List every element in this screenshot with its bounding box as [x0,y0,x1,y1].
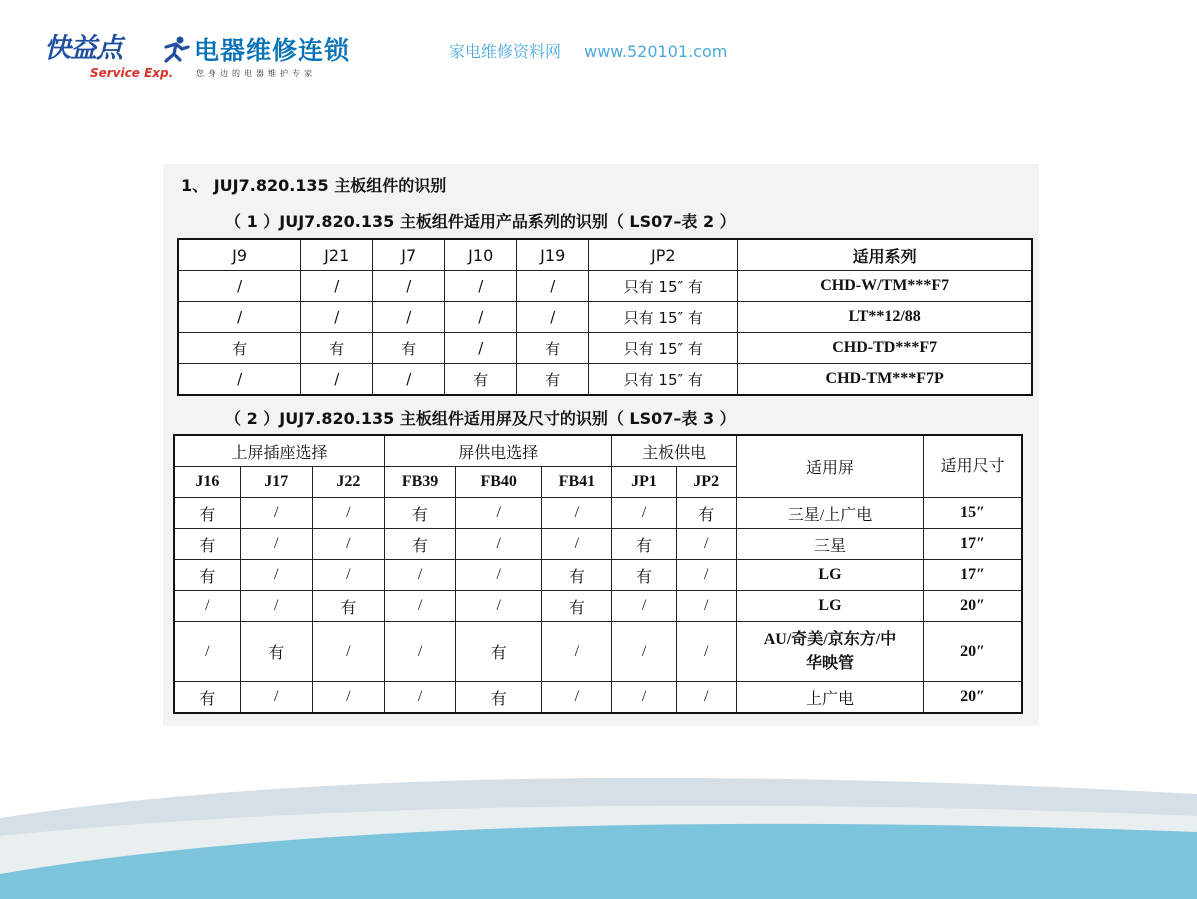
running-man-icon [160,35,190,65]
table-row [174,682,1022,714]
table-cell: / [542,529,612,560]
table-cell: / [384,591,455,622]
table-cell: / [373,302,445,333]
table-cell: / [384,622,455,682]
table-cell: / [517,302,589,333]
table-cell: 有 [517,364,589,396]
table-cell: / [676,622,736,682]
header-cell: J19 [517,239,589,271]
screen-cell: 三星 [736,529,923,560]
group-header-cell: 适用尺寸 [924,435,1022,498]
group-header-cell: 屏供电选择 [384,435,612,467]
size-cell: 20″ [924,591,1022,622]
size-cell: 20″ [924,622,1022,682]
table-header-row [178,239,1032,271]
subheader-cell: J22 [312,467,384,498]
scanned-document [163,164,1039,726]
table-cell: / [542,682,612,714]
decorative-wave-footer [0,770,1197,899]
table-cell: / [373,364,445,396]
table-cell: 有 [542,591,612,622]
subheader-cell: JP2 [676,467,736,498]
table-cell: / [301,271,373,302]
table-cell: / [456,529,542,560]
table-row [178,364,1032,396]
table2-caption: （ 2 ）JUJ7.820.135 主板组件适用屏及尺寸的识别（ LS07–表 3 ） [225,409,736,428]
table-cell: / [312,529,384,560]
table-cell: / [456,498,542,529]
table-row [174,560,1022,591]
screen-size-table [173,434,1023,714]
table-cell: / [676,682,736,714]
subheader-cell: JP1 [612,467,676,498]
table-cell: 有 [612,529,676,560]
table-cell: / [312,560,384,591]
group-header-cell: 主板供电 [612,435,736,467]
table-cell: 有 [373,333,445,364]
section-heading: 1、 JUJ7.820.135 主板组件的识别 [181,176,447,195]
table-cell: 只有 15″ 有 [589,302,738,333]
table-cell: 有 [174,529,240,560]
group-header-cell: 上屏插座选择 [174,435,384,467]
table-cell: / [612,498,676,529]
table-cell: / [301,364,373,396]
table-cell: / [676,591,736,622]
table-cell: / [384,560,455,591]
series-cell: CHD-W/TM***F7 [738,271,1032,302]
group-header-cell: 适用屏 [736,435,923,498]
series-cell: LT**12/88 [738,302,1032,333]
table-cell: / [384,682,455,714]
table-cell: 只有 15″ 有 [589,271,738,302]
table-row [174,529,1022,560]
header-cell: JP2 [589,239,738,271]
header-cell: J7 [373,239,445,271]
table-cell: / [178,271,301,302]
table-cell: / [240,529,312,560]
table-cell: 有 [612,560,676,591]
table-cell: 有 [384,498,455,529]
table-cell: / [240,591,312,622]
table-cell: 有 [517,333,589,364]
table-cell: / [612,682,676,714]
table-cell: / [445,333,517,364]
table-cell: / [612,591,676,622]
table-cell: / [178,364,301,396]
subheader-cell: FB39 [384,467,455,498]
table-cell: / [517,271,589,302]
subheader-cell: J16 [174,467,240,498]
table-cell: / [456,591,542,622]
logo-subtitle: Service Exp. [90,66,174,80]
header-cell: 适用系列 [738,239,1032,271]
table-cell: / [445,271,517,302]
table-cell: / [676,560,736,591]
table-row [174,591,1022,622]
size-cell: 17″ [924,560,1022,591]
company-logo [44,32,384,82]
table-cell: 有 [384,529,455,560]
table-cell: / [676,529,736,560]
table-cell: 有 [301,333,373,364]
size-cell: 20″ [924,682,1022,714]
size-cell: 15″ [924,498,1022,529]
site-url[interactable]: www.520101.com [584,42,728,61]
table-cell: / [542,498,612,529]
table-row [174,622,1022,682]
table-cell: / [312,682,384,714]
table-cell: / [174,622,240,682]
table-cell: 只有 15″ 有 [589,333,738,364]
header-cell: J10 [445,239,517,271]
table-cell: / [542,622,612,682]
screen-cell: 三星/上广电 [736,498,923,529]
table-row [174,498,1022,529]
table-cell: 有 [676,498,736,529]
table-cell: / [612,622,676,682]
table-cell: / [240,682,312,714]
series-cell: CHD-TM***F7P [738,364,1032,396]
table-row [178,302,1032,333]
size-cell: 17″ [924,529,1022,560]
table-cell: 有 [174,682,240,714]
table1-caption: （ 1 ）JUJ7.820.135 主板组件适用产品系列的识别（ LS07–表 2 ） [225,212,736,231]
table-cell: / [240,560,312,591]
logo-brand-text: 快益点 [44,33,122,64]
site-header [449,39,745,62]
product-series-table [177,238,1033,396]
screen-cell: LG [736,591,923,622]
table-cell: / [174,591,240,622]
table-cell: / [301,302,373,333]
table-cell: 只有 15″ 有 [589,364,738,396]
table-cell: / [456,560,542,591]
header-cell: J21 [301,239,373,271]
table-cell: 有 [174,560,240,591]
series-cell: CHD-TD***F7 [738,333,1032,364]
table-cell: 有 [456,682,542,714]
table-cell: / [240,498,312,529]
table-cell: 有 [174,498,240,529]
table-row [178,333,1032,364]
logo-slogan: 您身边的电器维护专家 [196,69,316,78]
subheader-cell: J17 [240,467,312,498]
table-cell: / [312,622,384,682]
screen-cell: AU/奇美/京东方/中华映管 [736,622,923,682]
site-name: 家电维修资料网 [449,42,562,61]
table-cell: 有 [445,364,517,396]
logo-chain-name: 电器维修连锁 [194,36,351,65]
table-cell: 有 [178,333,301,364]
table-cell: / [373,271,445,302]
table-group-header-row [174,435,1022,467]
table-cell: / [178,302,301,333]
table-cell: 有 [542,560,612,591]
table-row [178,271,1032,302]
table-cell: / [312,498,384,529]
table-cell: / [445,302,517,333]
header-cell: J9 [178,239,301,271]
table-cell: 有 [456,622,542,682]
subheader-cell: FB40 [456,467,542,498]
screen-cell: LG [736,560,923,591]
screen-cell: 上广电 [736,682,923,714]
subheader-cell: FB41 [542,467,612,498]
table-cell: 有 [240,622,312,682]
table-cell: 有 [312,591,384,622]
